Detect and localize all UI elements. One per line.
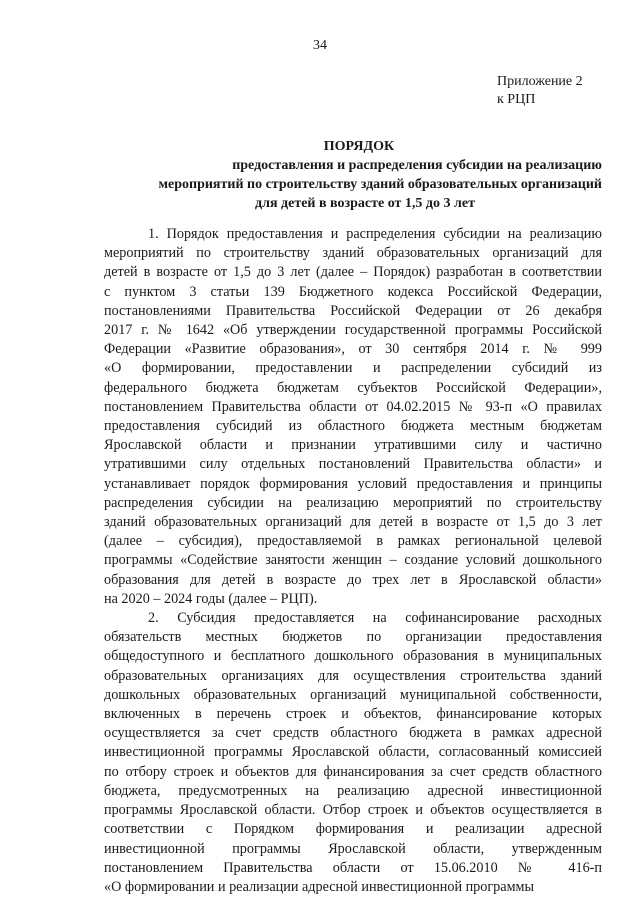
paragraph2-line: «О формировании и реализации адресной инвестиционной программы xyxy=(104,878,535,895)
paragraph2-line: 2. Субсидия предоставляется на софинансирование расходных xyxy=(148,610,602,627)
paragraph2-line: инвестиционной программы Ярославской области, утвержденным xyxy=(104,840,602,857)
paragraph1-line: Федерации «Развитие образования», от 30 сентября 2014 г. № 999 xyxy=(104,341,602,358)
paragraph2-line: включенных в перечень строек и объектов, финансирование которых xyxy=(104,706,602,723)
paragraph1-line: распределения субсидии на реализацию мероприятий по строительству xyxy=(104,494,602,511)
paragraph2-line: осуществляется за счет средств областного бюджета в рамках адресной xyxy=(104,725,602,742)
paragraph1-line: постановлениями Правительства Российской Федерации от 26 декабря xyxy=(104,302,602,319)
appendix-note xyxy=(497,73,583,109)
paragraph1-line: зданий образовательных организаций для детей в возрасте от 1,5 до 3 лет xyxy=(104,514,602,531)
paragraph1-line: устанавливает порядок формирования условий предоставления и принципы xyxy=(104,475,602,492)
page-number: 34 xyxy=(313,38,327,53)
title-line-2: предоставления и распределения субсидии на реализацию xyxy=(232,158,602,173)
paragraph2-line: обязательств местных бюджетов по организации предоставления xyxy=(104,629,602,646)
appendix-line-1: Приложение 2 xyxy=(497,74,583,89)
appendix-line-2: к РЦП xyxy=(497,92,536,107)
title-line-1: ПОРЯДОК xyxy=(323,139,395,154)
paragraph2-line: дошкольных образовательных организаций муниципальной собственности, xyxy=(104,686,602,703)
paragraph2-line: инвестиционной программы Ярославской области, согласованный комиссией xyxy=(104,744,602,761)
paragraph1-line: 2017 г. № 1642 «Об утверждении государственной программы Российской xyxy=(104,322,602,339)
paragraph-2 xyxy=(104,609,602,897)
paragraph1-line: (далее – субсидия), предоставляемой в рамках региональной целевой xyxy=(104,533,602,550)
paragraph1-line: предоставления субсидий из областного бюджета местным бюджетам xyxy=(104,418,602,435)
paragraph1-line: мероприятий по строительству зданий образовательных организаций для xyxy=(104,245,602,262)
paragraph1-line: постановлением Правительства области от 04.02.2015 № 93-п «О правилах xyxy=(104,398,602,415)
paragraph1-line: образования для детей в возрасте до трех лет в Ярославской области» xyxy=(104,571,602,588)
paragraph1-line: 1. Порядок предоставления и распределения субсидии на реализацию xyxy=(148,226,602,242)
paragraph1-line: с пунктом 3 статьи 139 Бюджетного кодекса Российской Федерации, xyxy=(104,283,602,300)
paragraph2-line: соответствии с Порядком формирования и реализации адресной xyxy=(104,821,602,838)
title-line-4: для детей в возрасте от 1,5 до 3 лет xyxy=(255,196,475,211)
paragraph2-line: общедоступного и бесплатного дошкольного образования в муниципальных xyxy=(104,648,602,665)
title-line-3: мероприятий по строительству зданий образовательных организаций xyxy=(158,177,602,192)
paragraph-1 xyxy=(104,225,602,609)
paragraph1-line: детей в возрасте от 1,5 до 3 лет (далее – Порядок) разработан в соответствии xyxy=(104,264,602,281)
paragraph2-line: образовательных организациях для осуществления строительства зданий xyxy=(104,667,602,684)
paragraph1-line: Ярославской области и признании утратившими силу и частично xyxy=(104,437,602,454)
paragraph2-line: бюджета, предусмотренных на реализацию адресной инвестиционной xyxy=(104,782,602,799)
paragraph1-line: утратившими силу отдельных постановлений Правительства области» и xyxy=(104,456,602,473)
paragraph1-line: на 2020 – 2024 годы (далее – РЦП). xyxy=(104,590,318,607)
paragraph2-line: по отбору строек и объектов для финансирования за счет средств областного xyxy=(104,763,602,780)
document-body xyxy=(104,225,602,897)
paragraph1-line: программы «Содействие занятости женщин – создание условий дошкольного xyxy=(104,552,602,569)
document-title xyxy=(104,137,602,213)
paragraph2-line: постановлением Правительства области от 15.06.2010 № 416-п xyxy=(104,859,602,876)
paragraph2-line: программы Ярославской области. Отбор строек и объектов осуществляется в xyxy=(104,802,602,819)
paragraph1-line: «О формировании, предоставлении и распределении субсидий из xyxy=(104,360,602,377)
paragraph1-line: федерального бюджета бюджетам субъектов Российской Федерации», xyxy=(104,379,602,396)
